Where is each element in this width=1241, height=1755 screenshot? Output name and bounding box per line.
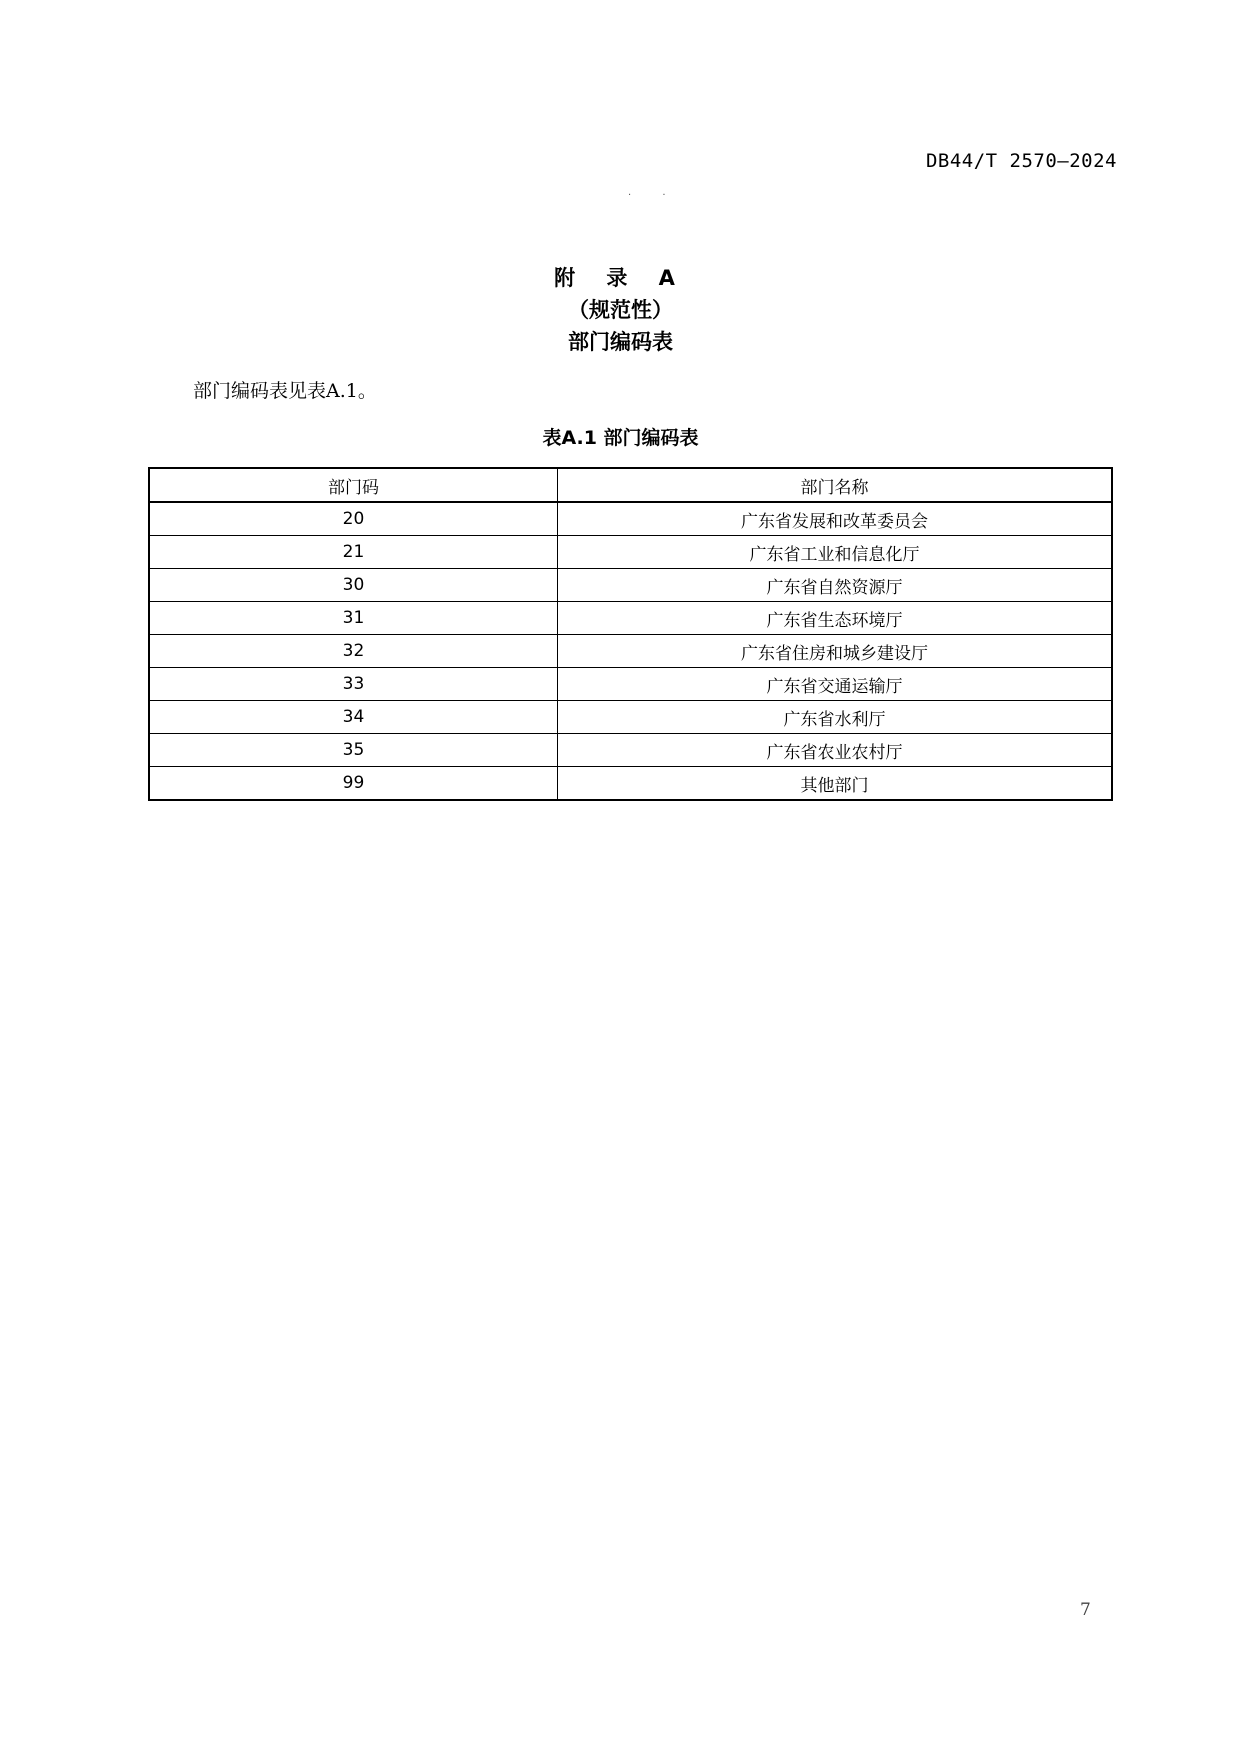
header-department-name: 部门名称 [558, 468, 1113, 502]
department-code-cell: 20 [149, 502, 558, 536]
department-code-table [148, 467, 1113, 801]
department-name-cell: 广东省农业农村厅 [558, 734, 1113, 767]
department-name-cell: 广东省交通运输厅 [558, 668, 1113, 701]
department-code-cell: 32 [149, 635, 558, 668]
department-name-cell: 广东省发展和改革委员会 [558, 502, 1113, 536]
department-name-cell: 广东省自然资源厅 [558, 569, 1113, 602]
department-code-cell: 21 [149, 536, 558, 569]
header-department-code: 部门码 [149, 468, 558, 502]
table-row [149, 701, 1112, 734]
table-row [149, 734, 1112, 767]
department-code-cell: 34 [149, 701, 558, 734]
department-name-cell: 广东省住房和城乡建设厅 [558, 635, 1113, 668]
table-row [149, 668, 1112, 701]
table-header-row [149, 468, 1112, 502]
department-code-cell: 33 [149, 668, 558, 701]
table-row [149, 767, 1112, 801]
decorative-dots: · · [628, 190, 680, 201]
department-name-cell: 广东省水利厅 [558, 701, 1113, 734]
appendix-title: 附 录 A [554, 266, 687, 290]
table-row [149, 635, 1112, 668]
department-code-cell: 35 [149, 734, 558, 767]
table-caption: 表A.1 部门编码表 [542, 427, 699, 449]
table-row [149, 502, 1112, 536]
document-code: DB44/T 2570—2024 [925, 150, 1117, 172]
table-row [149, 602, 1112, 635]
appendix-name: 部门编码表 [568, 330, 673, 354]
department-name-cell: 其他部门 [558, 767, 1113, 801]
appendix-type: （规范性） [568, 298, 673, 322]
department-name-cell: 广东省生态环境厅 [558, 602, 1113, 635]
table-row [149, 536, 1112, 569]
department-code-cell: 99 [149, 767, 558, 801]
department-code-cell: 31 [149, 602, 558, 635]
department-code-cell: 30 [149, 569, 558, 602]
page-number: 7 [1080, 1600, 1091, 1620]
table-row [149, 569, 1112, 602]
intro-text: 部门编码表见表A.1。 [193, 380, 377, 402]
department-name-cell: 广东省工业和信息化厅 [558, 536, 1113, 569]
appendix-heading [0, 262, 1241, 358]
